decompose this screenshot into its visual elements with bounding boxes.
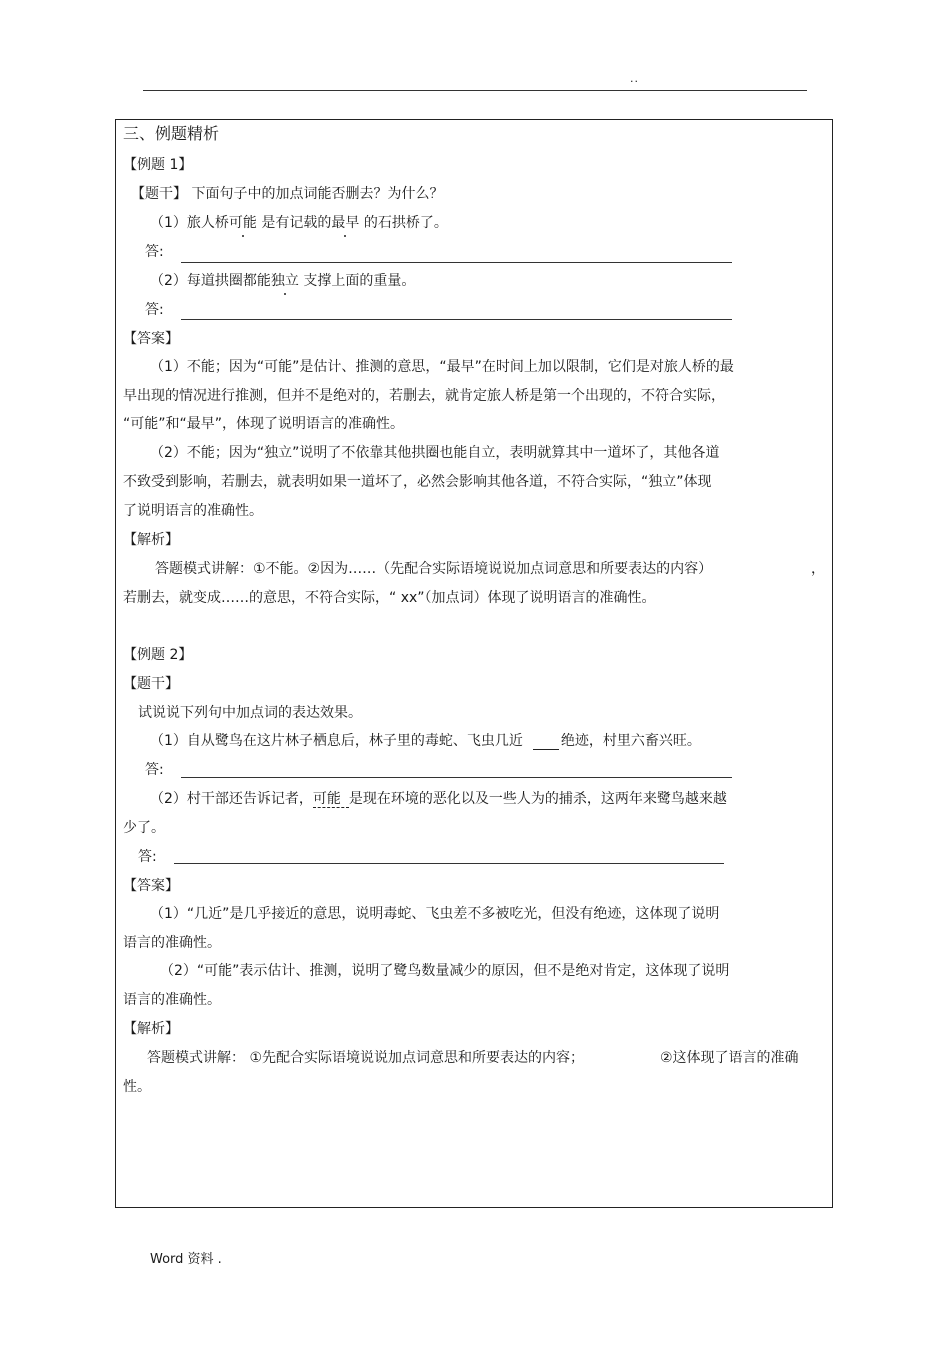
- stem-text: 下面句子中的加点词能否删去？为什么？: [187, 186, 444, 202]
- answer-line: “可能”和“最早”，体现了说明语言的准确性。: [123, 416, 405, 432]
- analysis-line: 答题模式讲解： ①先配合实际语境说说加点词意思和所要表达的内容；: [147, 1050, 584, 1066]
- header-dots: ..: [630, 72, 639, 85]
- dotted-word: 独立: [270, 273, 299, 289]
- analysis-heading: 【解析】: [123, 532, 179, 548]
- answer-label: 答:: [145, 762, 164, 778]
- example2-q1: （1）自从鹭鸟在这片林子栖息后，林子里的毒蛇、飞虫几近 绝迹，村里六畜兴旺。: [150, 733, 701, 749]
- analysis-comma: ，: [811, 561, 825, 577]
- header-rule: [143, 90, 807, 91]
- answer-line: （1）不能；因为“可能”是估计、推测的意思，“最早”在时间上加以限制，它们是对旅人桥的最: [150, 359, 734, 375]
- example2-q2: （2）村干部还告诉记者，可能 是现在环境的恶化以及一些人为的捕杀，这两年来鹭鸟越来越: [150, 791, 727, 807]
- example1-label: 【例题 1】: [123, 157, 193, 173]
- answer-line: （2）不能；因为“独立”说明了不依靠其他拱圈也能自立，表明就算其中一道坏了，其他各道: [150, 445, 720, 461]
- answer-label: 答:: [138, 849, 157, 865]
- answer-heading: 【答案】: [123, 331, 179, 347]
- answer-line: （2）“可能”表示估计、推测，说明了鹭鸟数量减少的原因，但不是绝对肯定，这体现了说明: [160, 963, 730, 979]
- answer-blank[interactable]: [174, 863, 724, 864]
- analysis-line: 性。: [123, 1079, 151, 1095]
- answer-label: 答:: [145, 302, 164, 318]
- example2-stem-text: 试说说下列句中加点词的表达效果。: [138, 705, 362, 721]
- answer-blank[interactable]: [181, 319, 732, 320]
- example1-q1: （1）旅人桥可能 是有记载的最早 的石拱桥了。: [150, 215, 448, 231]
- answer-line: 早出现的情况进行推测，但并不是绝对的，若删去，就肯定旅人桥是第一个出现的，不符合实际，: [123, 388, 725, 404]
- example2-label: 【例题 2】: [123, 647, 193, 663]
- answer-line: 不致受到影响，若删去，就表明如果一道坏了，必然会影响其他各道，不符合实际，“独立”体现: [123, 474, 712, 490]
- q2-continuation: 少了。: [123, 820, 165, 836]
- answer-heading: 【答案】: [123, 878, 179, 894]
- analysis-heading: 【解析】: [123, 1021, 179, 1037]
- answer-blank[interactable]: [181, 777, 732, 778]
- answer-line: 了说明语言的准确性。: [123, 503, 263, 519]
- answer-line: 语言的准确性。: [123, 992, 221, 1008]
- analysis-line: 答题模式讲解：①不能。②因为……（先配合实际语境说说加点词意思和所要表达的内容）: [155, 561, 713, 577]
- analysis-line: ②这体现了语言的准确: [660, 1050, 799, 1066]
- example1-stem: [131, 185, 443, 203]
- dotted-word: 最早: [331, 215, 360, 231]
- answer-label: 答:: [145, 244, 164, 260]
- example2-stem-label: 【题干】: [123, 676, 179, 692]
- answer-line: 语言的准确性。: [123, 935, 221, 951]
- answer-line: （1）“几近”是几乎接近的意思，说明毒蛇、飞虫差不多被吃光，但没有绝迹，这体现了说明: [150, 906, 720, 922]
- page-footer: Word 资料 .: [150, 1252, 222, 1267]
- stem-label: 【题干】: [131, 186, 187, 202]
- section-title: 三、例题精析: [123, 124, 220, 143]
- example1-q2: （2）每道拱圈都能独立 支撑上面的重量。: [150, 273, 416, 289]
- underlined-word: 可能: [313, 792, 349, 808]
- dotted-word: 可能: [228, 215, 257, 231]
- analysis-line: 若删去，就变成……的意思，不符合实际，“ xx”（加点词）体现了说明语言的准确性。: [123, 590, 656, 606]
- answer-blank[interactable]: [181, 262, 732, 263]
- fill-blank[interactable]: [533, 734, 559, 750]
